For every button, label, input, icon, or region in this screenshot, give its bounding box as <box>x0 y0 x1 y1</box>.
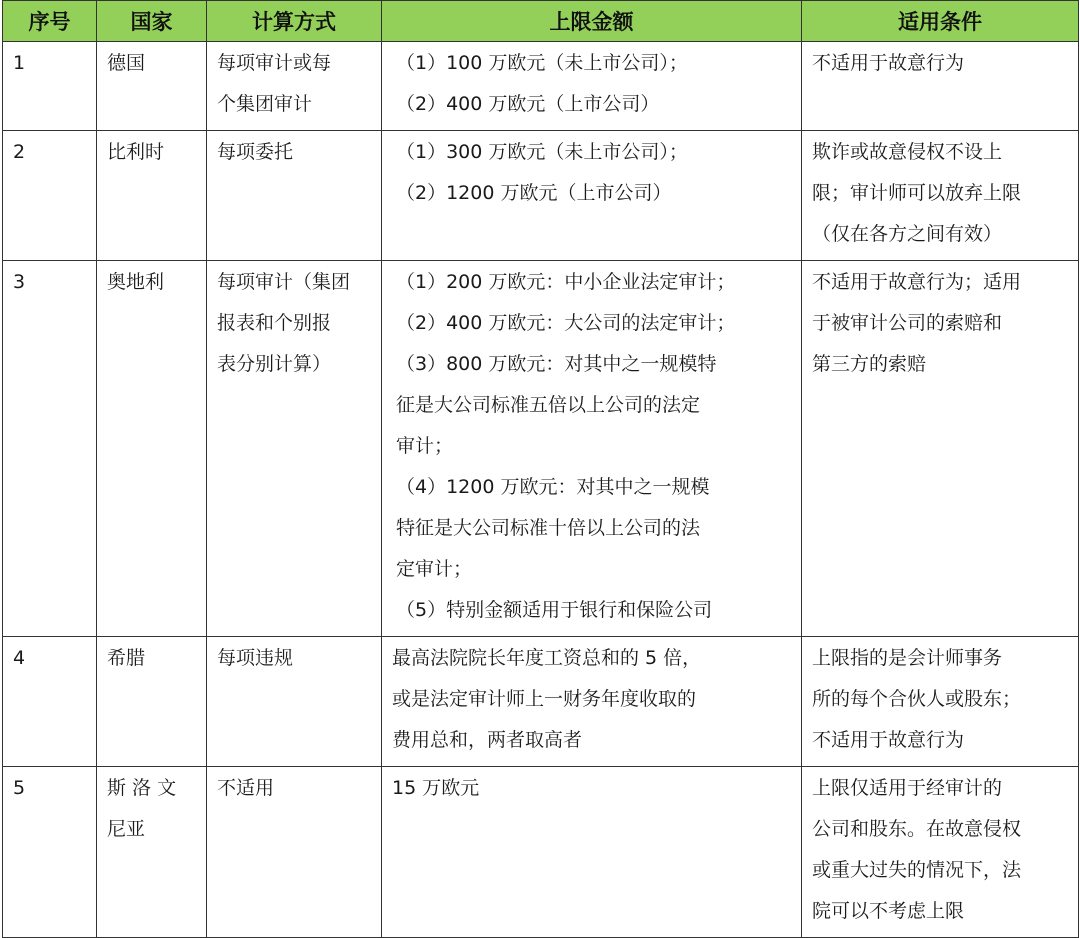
header-number: 序号 <box>3 1 97 42</box>
amount-cell: （1）100 万欧元（未上市公司）； （2）400 万欧元（上市公司） <box>382 42 802 131</box>
table-row <box>3 261 1079 637</box>
row-number: 5 <box>3 767 97 938</box>
condition-cell: 欺诈或故意侵权不设上 限；审计师可以放弃上限 （仅在各方之间有效） <box>802 131 1079 261</box>
header-row <box>3 1 1079 42</box>
country-cell: 斯 洛 文 尼亚 <box>97 767 207 938</box>
row-number: 3 <box>3 261 97 637</box>
method-cell: 每项审计或每 个集团审计 <box>207 42 382 131</box>
header-amount: 上限金额 <box>382 1 802 42</box>
method-cell: 每项审计（集团 报表和个别报 表分别计算） <box>207 261 382 637</box>
amount-cell: 最高法院院长年度工资总和的 5 倍， 或是法定审计师上一财务年度收取的 费用总和，两者取高者 <box>382 637 802 767</box>
table-row <box>3 637 1079 767</box>
country-cell: 比利时 <box>97 131 207 261</box>
condition-cell: 上限指的是会计师事务 所的每个合伙人或股东； 不适用于故意行为 <box>802 637 1079 767</box>
condition-cell: 不适用于故意行为；适用 于被审计公司的索赔和 第三方的索赔 <box>802 261 1079 637</box>
method-cell: 每项违规 <box>207 637 382 767</box>
table-row <box>3 131 1079 261</box>
table-row <box>3 767 1079 938</box>
amount-cell: （1）200 万欧元：中小企业法定审计； （2）400 万欧元：大公司的法定审计； （3）800 万欧元：对其中之一规模特 征是大公司标准五倍以上公司的法定 审计； （4）1200 万欧元：对其中之一规模 特征是大公司标准十倍以上公司的法 定审计； （5）特别金额适用于银行和保险公司 <box>382 261 802 637</box>
method-cell: 不适用 <box>207 767 382 938</box>
country-cell: 奥地利 <box>97 261 207 637</box>
row-number: 4 <box>3 637 97 767</box>
table-row <box>3 42 1079 131</box>
amount-cell: 15 万欧元 <box>382 767 802 938</box>
country-cell: 德国 <box>97 42 207 131</box>
amount-cell: （1）300 万欧元（未上市公司）； （2）1200 万欧元（上市公司） <box>382 131 802 261</box>
row-number: 2 <box>3 131 97 261</box>
row-number: 1 <box>3 42 97 131</box>
liability-cap-table <box>2 0 1079 938</box>
condition-cell: 不适用于故意行为 <box>802 42 1079 131</box>
country-cell: 希腊 <box>97 637 207 767</box>
condition-cell: 上限仅适用于经审计的 公司和股东。在故意侵权 或重大过失的情况下，法 院可以不考虑上限 <box>802 767 1079 938</box>
header-country: 国家 <box>97 1 207 42</box>
header-condition: 适用条件 <box>802 1 1079 42</box>
method-cell: 每项委托 <box>207 131 382 261</box>
header-method: 计算方式 <box>207 1 382 42</box>
